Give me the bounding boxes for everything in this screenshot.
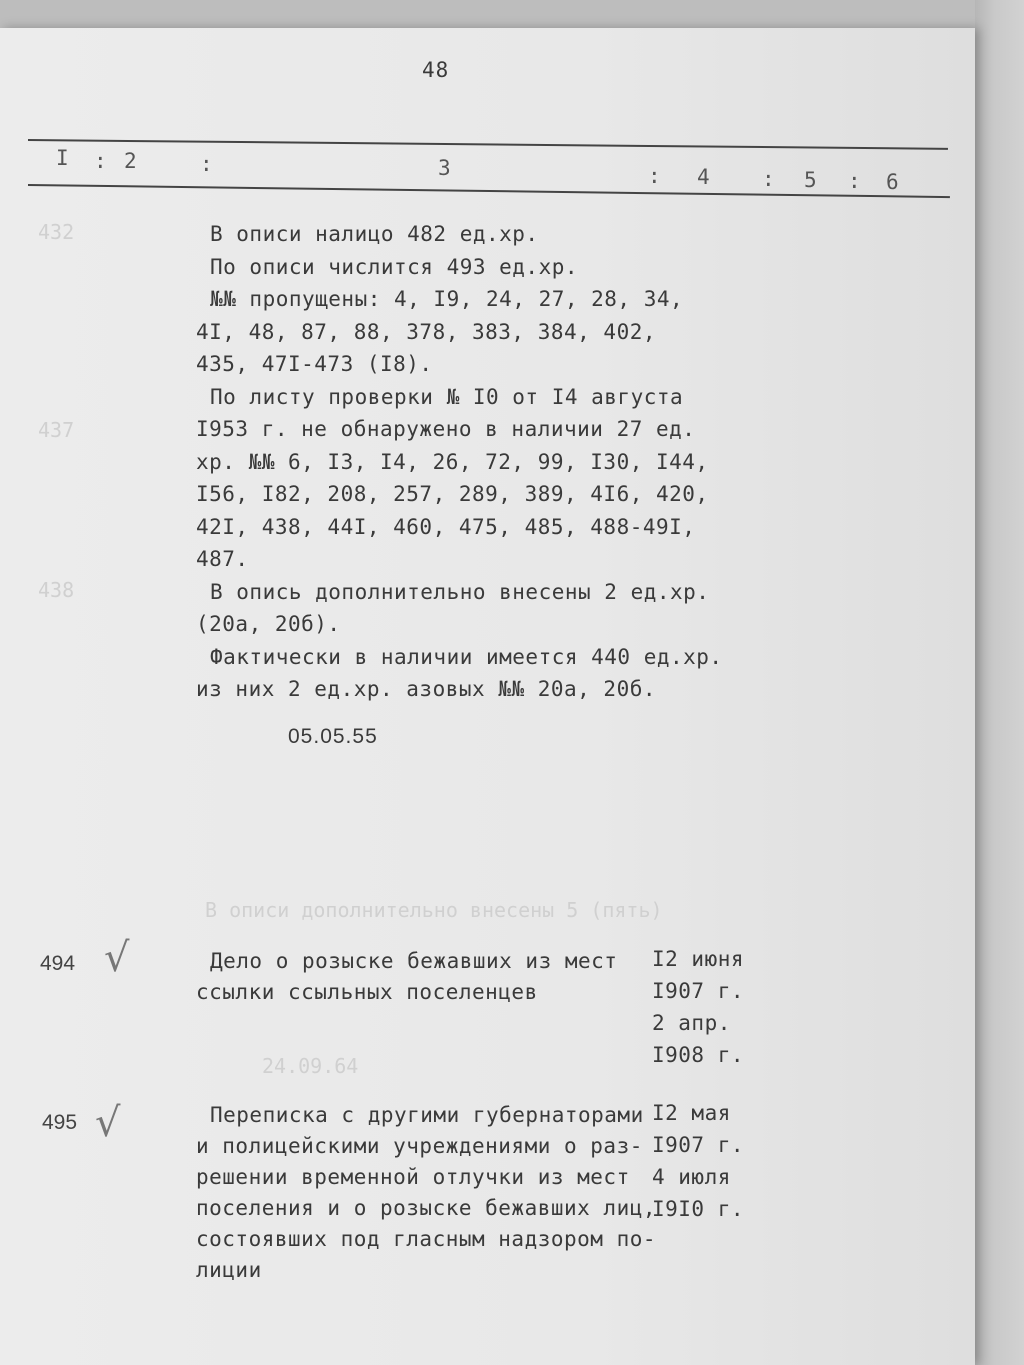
entry-dates xyxy=(652,1097,762,1225)
entry-number: 494 xyxy=(40,952,76,975)
entry-text-line: и полицейскими учреждениями о раз- xyxy=(196,1134,643,1158)
note-line: 4I, 48, 87, 88, 378, 383, 384, 402, xyxy=(196,319,657,344)
column-separator: : xyxy=(200,152,213,176)
entry-date-line: I2 июня xyxy=(652,947,745,971)
entry-number: 495 xyxy=(42,1111,78,1134)
entry-date-line: I907 г. xyxy=(652,1133,745,1157)
column-separator: : xyxy=(648,164,661,188)
column-separator: : xyxy=(848,169,861,193)
column-separator: : xyxy=(762,167,775,191)
note-line: 435, 47I-473 (I8). xyxy=(196,352,433,376)
show-through-text: 438 xyxy=(38,578,75,602)
entry-date-line: I907 г. xyxy=(652,979,745,1003)
column-header-3: 3 xyxy=(438,156,451,180)
entry-dates xyxy=(652,943,762,1071)
column-separator: : xyxy=(94,149,107,173)
checkmark-icon: √ xyxy=(104,935,130,981)
note-line: №№ пропущены: 4, I9, 24, 27, 28, 34, xyxy=(210,287,684,311)
note-line: В описи налицо 482 ед.хр. xyxy=(210,222,539,246)
entry-description xyxy=(196,946,646,1008)
show-through-text: 437 xyxy=(38,418,75,442)
note-line: 487. xyxy=(196,547,249,571)
page-number: 48 xyxy=(422,58,450,82)
column-header-1: I xyxy=(56,146,69,170)
column-header-2: 2 xyxy=(124,149,137,173)
column-header-5: 5 xyxy=(804,168,817,192)
column-header-4: 4 xyxy=(697,165,710,189)
entry-text-line: ссылки ссыльных поселенцев xyxy=(196,980,538,1004)
entry-date-line: I9I0 г. xyxy=(652,1197,745,1221)
entry-date-line: I908 г. xyxy=(652,1043,745,1067)
note-line: По описи числится 493 ед.хр. xyxy=(210,254,579,279)
entry-text-line: лиции xyxy=(196,1258,262,1282)
show-through-text: В описи дополнительно внесены 5 (пять) xyxy=(205,898,663,922)
show-through-text: 24.09.64 xyxy=(262,1054,359,1078)
column-header-6: 6 xyxy=(886,170,899,194)
entry-text-line: решении временной отлучки из мест xyxy=(196,1165,630,1189)
inventory-note xyxy=(196,218,756,706)
note-line: По листу проверки № I0 от I4 августа xyxy=(210,384,684,409)
note-line: хр. №№ 6, I3, I4, 26, 72, 99, I30, I44, xyxy=(196,449,709,474)
entry-date-line: I2 мая xyxy=(652,1101,731,1125)
note-line: Фактически в наличии имеется 440 ед.хр. xyxy=(210,644,723,669)
note-line: (20а, 20б). xyxy=(196,612,341,636)
checkmark-icon: √ xyxy=(95,1100,121,1146)
note-line: I56, I82, 208, 257, 289, 389, 4I6, 420, xyxy=(196,482,709,506)
show-through-text: 432 xyxy=(38,220,75,244)
entry-text-line: Переписка с другими губернаторами xyxy=(210,1103,644,1127)
note-line: I953 г. не обнаружено в наличии 27 ед. xyxy=(196,417,696,441)
entry-date-line: 4 июля xyxy=(652,1165,731,1189)
page-edge-shadow xyxy=(975,0,1024,1365)
note-line: 42I, 438, 44I, 460, 475, 485, 488-49I, xyxy=(196,514,696,539)
entry-text-line: состоявших под гласным надзором по- xyxy=(196,1227,657,1251)
note-line: из них 2 ед.хр. азовых №№ 20а, 20б. xyxy=(196,677,657,701)
entry-date-line: 2 апр. xyxy=(652,1011,731,1035)
note-line: В опись дополнительно внесены 2 ед.хр. xyxy=(210,579,710,604)
entry-description xyxy=(196,1100,657,1286)
entry-text-line: поселения и о розыске бежавших лиц, xyxy=(196,1196,657,1220)
entry-text-line: Дело о розыске бежавших из мест xyxy=(210,949,618,973)
note-date: 05.05.55 xyxy=(288,725,378,748)
